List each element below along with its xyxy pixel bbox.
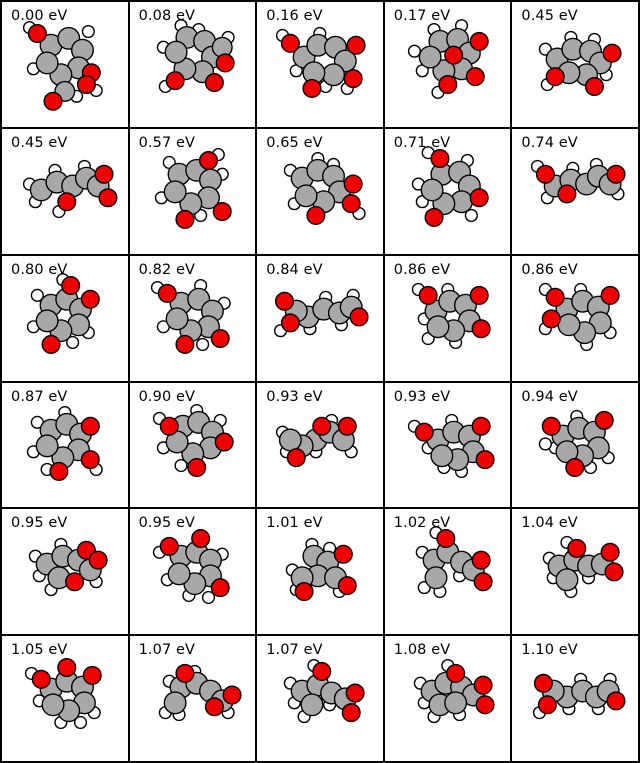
energy-label: 0.57 eV (138, 134, 196, 151)
energy-label: 1.08 eV (393, 642, 451, 659)
energy-label: 0.94 eV (521, 388, 578, 405)
conformer-cell (512, 383, 638, 508)
energy-label: 1.04 eV (521, 515, 578, 532)
energy-label: 0.08 eV (138, 8, 196, 24)
conformer-cell (130, 2, 256, 127)
conformer-cell (2, 129, 128, 254)
conformer-cell (2, 256, 128, 381)
conformer-cell (257, 256, 383, 381)
energy-label: 0.71 eV (393, 134, 451, 151)
energy-label: 1.05 eV (11, 642, 68, 659)
energy-label: 0.87 eV (11, 388, 68, 405)
conformer-cell (512, 636, 638, 761)
conformer-cell (130, 129, 256, 254)
conformer-cell (385, 129, 511, 254)
conformer-cell (512, 509, 638, 634)
conformer-cell (512, 129, 638, 254)
energy-label: 0.74 eV (521, 134, 578, 151)
energy-label: 0.82 eV (138, 261, 196, 278)
energy-label: 0.65 eV (266, 134, 323, 151)
energy-label: 0.45 eV (521, 8, 578, 24)
energy-label: 0.17 eV (393, 8, 451, 24)
conformer-cell (257, 2, 383, 127)
conformer-cell (385, 636, 511, 761)
conformer-cell (130, 256, 256, 381)
conformer-cell (130, 509, 256, 634)
energy-label: 0.45 eV (11, 134, 68, 151)
conformer-cell (385, 509, 511, 634)
energy-label: 0.93 eV (393, 388, 451, 405)
energy-label: 1.07 eV (138, 642, 196, 659)
conformer-cell (2, 636, 128, 761)
energy-label: 0.95 eV (11, 515, 68, 532)
energy-label: 0.00 eV (11, 8, 68, 24)
conformer-cell (385, 256, 511, 381)
energy-label: 0.90 eV (138, 388, 196, 405)
energy-label: 1.07 eV (266, 642, 323, 659)
conformer-cell (257, 129, 383, 254)
conformer-cell (257, 383, 383, 508)
energy-label: 1.10 eV (521, 642, 578, 659)
conformer-cell (385, 383, 511, 508)
conformer-cell (130, 636, 256, 761)
energy-label: 0.86 eV (393, 261, 451, 278)
conformer-cell (257, 509, 383, 634)
conformer-cell (385, 2, 511, 127)
energy-label: 0.86 eV (521, 261, 578, 278)
energy-label: 1.02 eV (393, 515, 451, 532)
energy-label: 0.95 eV (138, 515, 196, 532)
energy-label: 0.84 eV (266, 261, 323, 278)
conformer-cell (512, 256, 638, 381)
conformer-cell (512, 2, 638, 127)
conformer-cell (2, 383, 128, 508)
conformer-cell (257, 636, 383, 761)
conformer-cell (2, 509, 128, 634)
conformer-cell (2, 2, 128, 127)
energy-label: 0.80 eV (11, 261, 68, 278)
conformer-cell (130, 383, 256, 508)
energy-label: 0.93 eV (266, 388, 323, 405)
energy-label: 1.01 eV (266, 515, 323, 532)
energy-label: 0.16 eV (266, 8, 323, 24)
